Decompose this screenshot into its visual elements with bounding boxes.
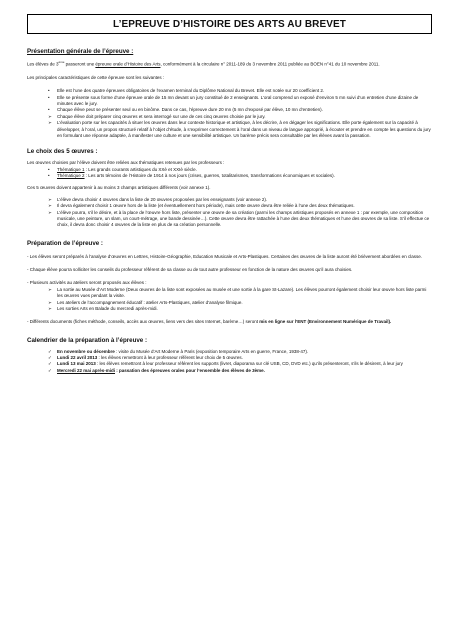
intro-text-b: passeront une [64,61,96,67]
list-item-text: L’évaluation porte sur les capacités à situer les œuvres dans leur contexte historique et artistique, à les décrire, à en dégager les significations. Elle porte également sur la capacité à développer, à l’oral, un propos structuré relatif à l’objet d’étude, à s’exprimer correctement à l’oral dans un niveau de langue approprié, à écouter et prendre en compte les questions du jury en formulant une réponse adaptée, à manifester une culture et une sensibilité artistique. Un barème précis sera consultable par les élèves avant la passation. [57,120,431,138]
list-item-text: L’élève pourra, s’il le désire, et à la place de l’œuvre hors liste, présenter une œuvre de sa création (parmi les champs artistiques proposés en annexe 1 : par exemple, une composition musicale, une peinture, un slam, un court-métrage, une bande dessinée…). Cette œuvre devra être rattachée à l’une des deux thématiques et l’une des œuvres de sa liste. S’il effectue ce choix, il devra donc choisir 4 œuvres de la liste en plus de sa création personnelle. [57,209,430,228]
list-item-text: La sortie au Musée d’Art Moderne (Deux œuvres de la liste sont exposées au musée et une sortie à la gare St-Lazare). Les élèves pourront également choisir leur œuvre hors liste parmi les œuvres vues pendant la visite. [57,286,427,299]
calendar-date: Lundi 22 avril 2013 [57,355,98,360]
theme-text: : Les arts témoins de l’Histoire de 1914 à nos jours (crises, guerres, totalitarismes, transformations économiques et sociales). [84,173,335,178]
rule-paragraph: Ces 5 œuvres doivent appartenir à au moins 3 champs artistiques différents (voir annexe 1). [27,185,211,191]
checkmark-icon: ✓ [48,367,52,373]
list-item-text: L’élève devra choisir 4 œuvres dans la liste de 20 œuvres proposées par les enseignants (voir annexe 2). [57,196,268,202]
intro-paragraph [27,60,432,68]
calendar-text: : les élèves remettront à leur professeur référent leur choix de 5 œuvres. [97,355,243,360]
list-item-text: Les ateliers de l’accompagnement éducatif : atelier Arts-Plastiques, atelier d’analyse filmique. [57,299,243,305]
preparation-paragraph: - Plusieurs activités au ateliers seront proposés aux élèves : [27,280,147,286]
bullet-icon: • [48,88,50,94]
list-item-text: Chaque élève doit préparer cinq œuvres et sera interrogé sur une de ces cinq œuvres choisie par le jury. [57,113,266,119]
checkmark-icon: ✓ [48,355,52,360]
bullet-icon: • [48,173,50,178]
bullet-icon: • [48,107,50,113]
list-item [48,286,432,300]
list-item-text: Les sorties Arts en Balade du mercredi après-midi. [57,305,158,311]
section-calendrier [27,337,432,375]
resources-paragraph [27,319,432,325]
activities-list [27,287,432,313]
arrow-bullet-icon: ➢ [48,113,52,119]
intro-emphasis: épreuve orale d’Histoire des Arts [95,61,161,67]
section-choix [27,148,432,228]
bullet-icon: • [48,166,50,172]
choice-intro: Les œuvres choisies par l’élève doivent être reliées aux thématiques retenues par les professeurs : [27,160,225,166]
section-heading: Calendrier de la préparation à l’épreuve : [27,336,148,344]
arrow-bullet-icon: ➢ [48,203,52,209]
arrow-bullet-icon: ➢ [48,196,52,202]
theme-label: Thématique 2 [57,173,85,178]
arrow-bullet-icon: ➢ [48,299,52,305]
preparation-paragraph: - Les élèves seront préparés à l’analyse d’œuvres en Lettres, Histoire-Géographie, Education Musicale et Arts-Plastiques. Certaines des œuvres de la liste auront été brièvement abordées en classe. [27,253,422,259]
list-item-text: Chaque élève peut se présenter seul ou en binôme. Dans ce cas, l’épreuve dure 20 mn (5 mn d’exposé par élève, 10 mn d’entretien). [57,107,323,113]
section-heading: Le choix des 5 œuvres : [27,148,98,156]
arrow-bullet-icon: ➢ [48,286,52,292]
section-heading: Présentation générale de l’épreuve : [27,48,134,55]
list-item-text: Elle est l’une des quatre épreuves obligatoires de l’examen terminal du Diplôme National du Brevet. Elle est notée sur 20 coefficient 2. [57,88,325,94]
calendar-text: : les élèves remettront à leur professeur référent les supports (livret, diaporama sur clé USB, CD, DVD etc.) qu’ils présenteront, s’ils le désirent, à leur jury [95,361,403,367]
list-item [48,94,432,108]
checkmark-icon: ✓ [48,361,52,367]
page-title: L’EPREUVE D’HISTOIRE DES ARTS AU BREVET [27,14,432,34]
arrow-bullet-icon: ➢ [48,305,52,311]
resources-emphasis: mis en ligne sur l’ENT (Environnement Numérique de Travail). [259,319,392,325]
calendar-date: En novembre ou décembre [57,348,115,354]
intro-text-c: , conformément à la circulaire n° 2011-189 du 3 novembre 2011 publiée au BOEN n°41 du 10 novembre 2011. [160,61,380,67]
works-list [27,197,432,229]
list-item [48,209,432,229]
calendar-date: Mercredi 22 mai après-midi [57,367,116,373]
calendar-text: : passation des épreuves orales pour l’ensemble des élèves de 3ème. [115,367,265,373]
calendar-list [27,349,432,375]
list-item [48,120,432,139]
section-preparation [27,240,432,326]
bullet-icon: • [48,94,50,100]
calendar-date: Lundi 13 mai 2013 [57,361,96,367]
calendar-item [48,367,432,374]
lead-paragraph: Les principales caractéristiques de cette épreuve sont les suivantes : [27,74,165,80]
list-item [48,305,432,312]
section-heading: Préparation de l’épreuve : [27,239,103,247]
checkmark-icon: ✓ [48,348,52,354]
preparation-paragraph: - Chaque élève pourra solliciter les conseils du professeur référent de sa classe ou de tout autre professeur en fonction de la nature des œuvres qu’il aura choisies. [27,267,353,272]
theme-label: Thématique 1 [57,166,85,172]
document-page [27,14,432,374]
theme-text: : Les grands courants artistiques du XXè et XXIè siècle. [84,166,197,172]
resources-text: - Différents documents (fiches méthode, conseils, accès aux œuvres, liens vers des sites Internet, barème…) seront [27,319,260,325]
calendar-text: : visite du Musée d’Art Moderne à Paris (exposition temporaire Arts en guerre, France, 1938-47). [114,348,309,354]
characteristics-list [27,88,432,139]
theme-item [48,173,432,179]
superscript: ème [58,60,65,64]
list-item-text: Elle se présente sous forme d’une épreuve orale de 15 mn devant un jury constitué de 2 enseignants. L’oral comprend un exposé d’environ 5 mn suivi d’un entretien d’une dizaine de minutes avec le jury. [57,94,419,106]
arrow-bullet-icon: ➢ [48,209,52,215]
themes-list [27,167,432,180]
section-presentation [27,48,432,139]
arrow-bullet-icon: ➢ [48,120,52,126]
list-item-text: Il devra également choisir 1 œuvre hors de la liste (et éventuellement hors période), mais cette œuvre devra être reliée à l’une des deux thématiques. [57,203,355,209]
intro-text-a: Les élèves de 3 [27,61,59,67]
